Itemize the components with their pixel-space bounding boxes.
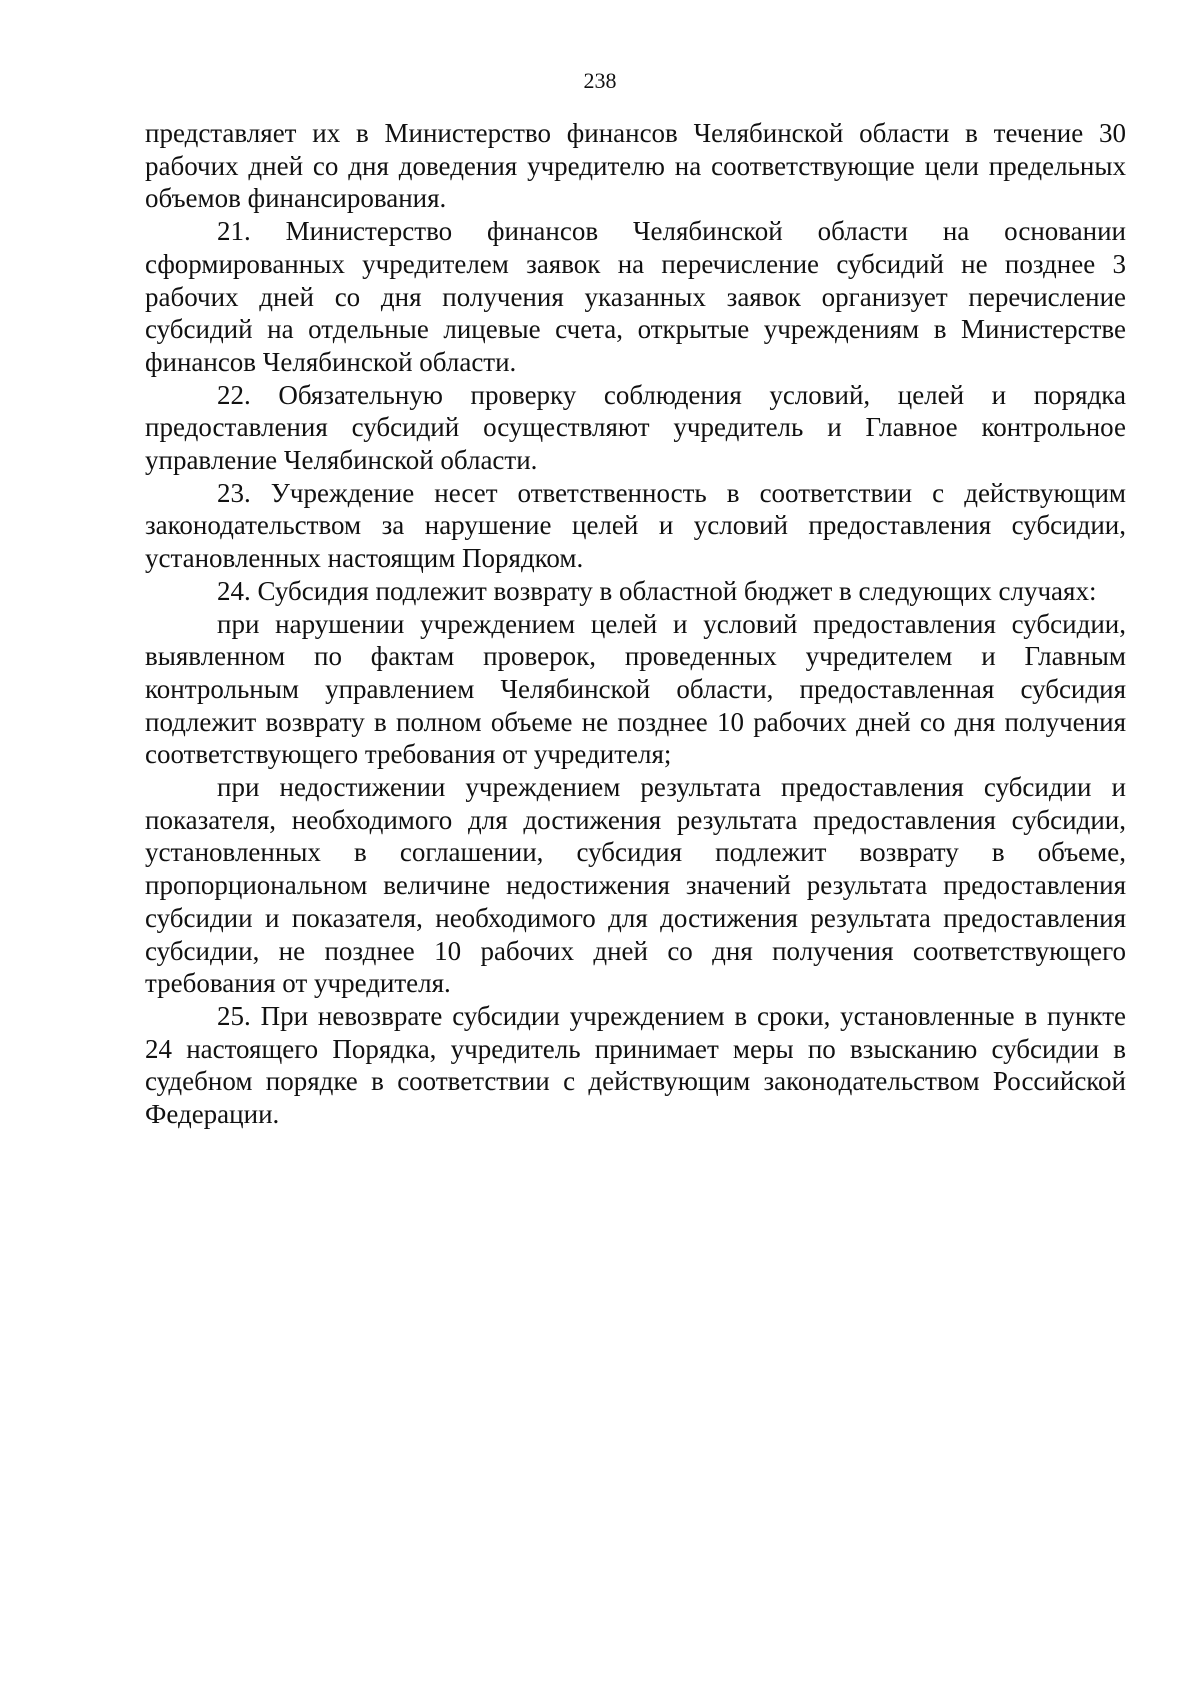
document-body xyxy=(145,117,1126,1131)
paragraph-item-22: 22. Обязательную проверку соблюдения условий, целей и порядка предоставления субсидий осуществляют учредитель и Главное контрольное управление Челябинской области. xyxy=(145,379,1126,476)
paragraph-item-25: 25. При невозврате субсидии учреждением в сроки, установленные в пункте 24 настоящего Порядка, учредитель принимает меры по взысканию субсидии в судебном порядке в соответствии с действующим законодательством Российской Федерации. xyxy=(145,1000,1126,1130)
page-number: 238 xyxy=(583,68,617,93)
paragraph-item-24-case-1: при нарушении учреждением целей и условий предоставления субсидии, выявленном по фактам проверок, проведенных учредителем и Главным контрольным управлением Челябинской области, предоставленная субсидия подлежит возврату в полном объеме не позднее 10 рабочих дней со дня получения соответствующего требования от учредителя; xyxy=(145,608,1126,770)
paragraph-item-24-case-2: при недостижении учреждением результата предоставления субсидии и показателя, необходимого для достижения результата предоставления субсидии, установленных в соглашении, субсидия подлежит возврату в объеме, пропорциональном величине недостижения значений результата предоставления субсидии и показателя, необходимого для достижения результата предоставления субсидии, не позднее 10 рабочих дней со дня получения соответствующего требования от учредителя. xyxy=(145,772,1126,999)
paragraph-item-23: 23. Учреждение несет ответственность в соответствии с действующим законодательством за нарушение целей и условий предоставления субсидии, установленных настоящим Порядком. xyxy=(145,477,1126,574)
paragraph-item-24: 24. Субсидия подлежит возврату в областной бюджет в следующих случаях: xyxy=(217,575,1097,606)
paragraph-continuation: представляет их в Министерство финансов Челябинской области в течение 30 рабочих дней со дня доведения учредителю на соответствующие цели предельных объемов финансирования. xyxy=(145,118,1126,214)
paragraph-item-21: 21. Министерство финансов Челябинской области на основании сформированных учредителем заявок на перечисление субсидий не позднее 3 рабочих дней со дня получения указанных заявок организует перечисление субсидий на отдельные лицевые счета, открытые учреждениям в Министерстве финансов Челябинской области. xyxy=(145,216,1126,377)
